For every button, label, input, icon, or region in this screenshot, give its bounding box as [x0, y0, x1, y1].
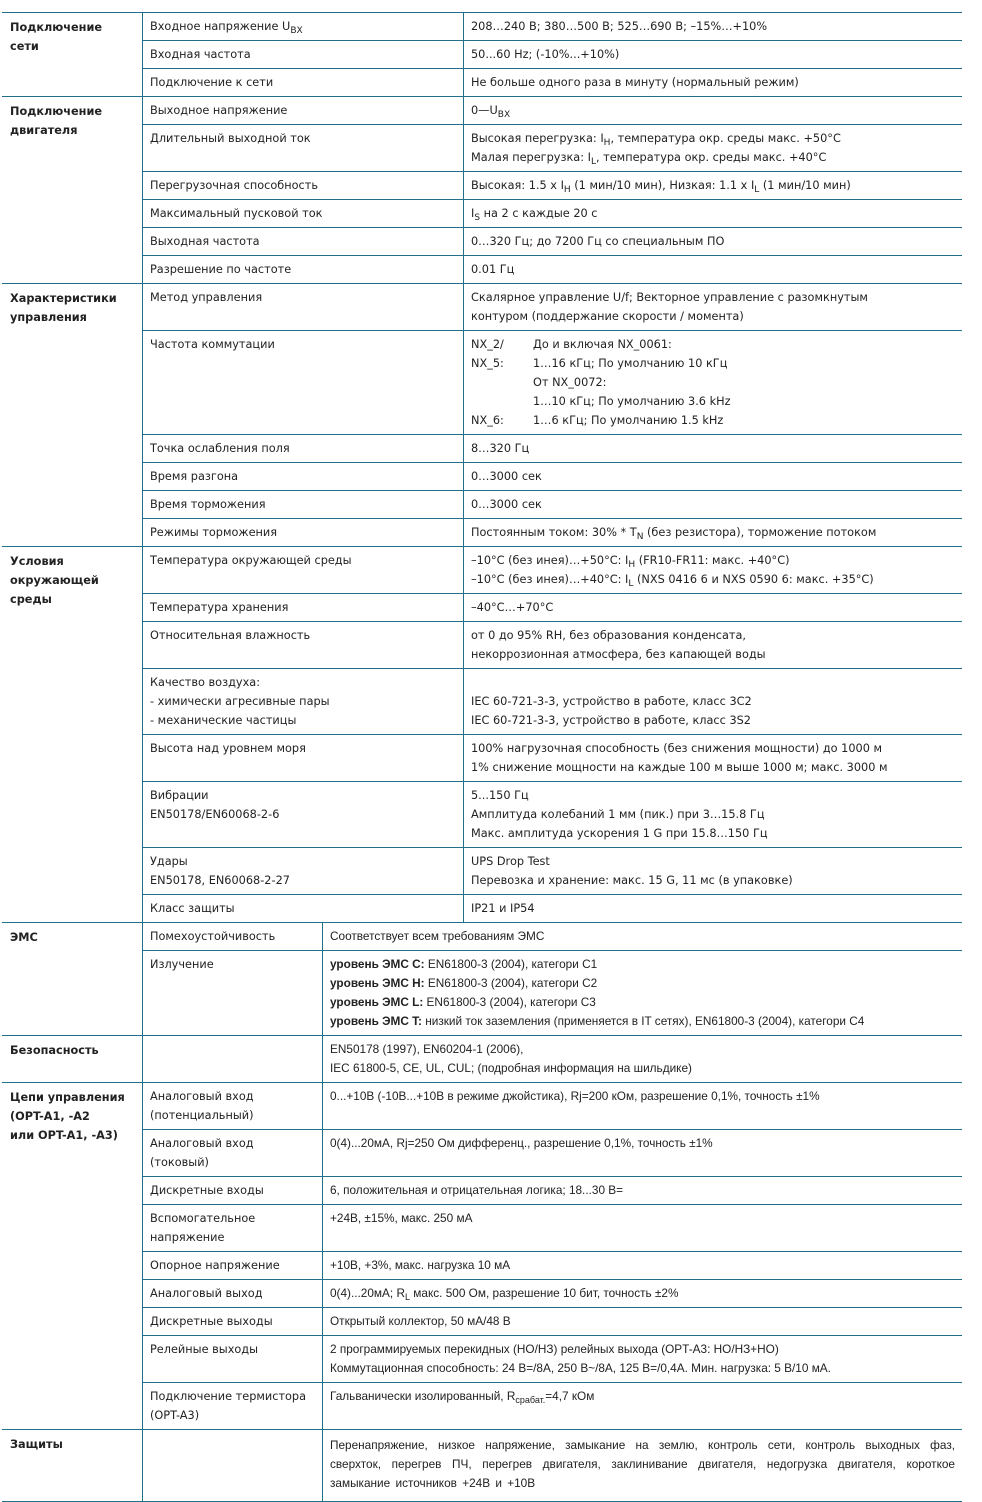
param-name: Помехоустойчивость	[143, 923, 323, 950]
group-title: Цепи управления (OPT-A1, -A2 или OPT-A1, -A3)	[10, 1091, 125, 1142]
param-name: Аналоговый выход	[143, 1280, 323, 1307]
table-row	[143, 434, 962, 462]
param-value: $0—U_{BX}$	[471, 104, 511, 120]
param-value: –10°C (без инея)…+50°C: $I_H$ (FR10-FR11: макс. +40°C) –10°C (без инея)…+40°C: $I_L$ (NXS 0416 6 и NXS 0590 6: макс. +35°C)	[471, 554, 874, 589]
param-value: 0.01 Гц	[471, 263, 515, 276]
param-name: Излучение	[143, 951, 323, 1035]
param-name: Входное напряжение $U_{BX}$	[143, 13, 464, 40]
group-title: Подключение сети	[10, 21, 103, 53]
param-value: 0...+10В (-10В...+10В в режиме джойстика), Rj=200 кОм, разрешение 0,1%, точность ±1%	[330, 1089, 820, 1103]
table-row	[143, 1036, 962, 1082]
param-name: Перегрузочная способность	[143, 172, 464, 199]
param-name: Качество воздуха: - химически агресивные пары - механические частицы	[143, 669, 464, 734]
table-row	[143, 894, 962, 922]
table-row	[143, 1204, 962, 1251]
param-value: 5...150 Гц Амплитуда колебаний 1 мм (пик.) при 3…15.8 Гц Макс. амплитуда ускорения 1 G при 15.8…150 Гц	[471, 789, 768, 840]
param-value: +24В, ±15%, макс. 250 мА	[330, 1211, 473, 1225]
param-name: Входная частота	[143, 41, 464, 68]
group-control-circuits	[2, 1082, 962, 1429]
table-row	[143, 593, 962, 621]
group-title: ЭМС	[10, 931, 38, 944]
param-name: Удары EN50178, EN60068-2-27	[143, 848, 464, 894]
group-safety	[2, 1035, 962, 1082]
param-name: Относительная влажность	[143, 622, 464, 668]
group-title: Подключение двигателя	[10, 105, 103, 137]
param-value: UPS Drop Test Перевозка и хранение: макс. 15 G, 11 мс (в упаковке)	[471, 855, 793, 887]
param-value: Высокая перегрузка: $I_H$, температура окр. среды макс. +50°C Малая перегрузка: $I_L$, температура окр. среды макс. +40°C	[471, 132, 841, 167]
group-emc	[2, 922, 962, 1035]
group-title: Безопасность	[10, 1044, 99, 1057]
param-value: 2 программируемых перекидных (НО/НЗ) релейных выхода (OPT-A3: НО/НЗ+НО) Коммутационная способность: 24 В=/8А, 250 В~/8А, 125 В=/0,4А. Мин. нагрузка: 5 В/10 мА.	[330, 1342, 831, 1375]
param-name: Опорное напряжение	[143, 1252, 323, 1279]
param-value: IP21 и IP54	[471, 902, 535, 915]
param-name: Режимы торможения	[143, 519, 464, 546]
param-value: Открытый коллектор, 50 мА/48 В	[330, 1314, 511, 1328]
table-row	[143, 1335, 962, 1382]
group-environment	[2, 546, 962, 922]
param-value: EN50178 (1997), EN60204-1 (2006), IEC 61800-5, CE, UL, CUL; (подробная информация на шильдике)	[330, 1042, 692, 1075]
param-value: IEC 60-721-3-3, устройство в работе, класс 3C2 IEC 60-721-3-3, устройство в работе, класс 3S2	[471, 695, 752, 727]
table-row	[143, 734, 962, 781]
table-row	[143, 227, 962, 255]
param-value: 0(4)...20мА, Rj=250 Ом дифференц., разрешение 0,1%, точность ±1%	[330, 1136, 713, 1150]
table-row	[143, 923, 962, 950]
param-name: Вспомогательное напряжение	[143, 1205, 323, 1251]
param-value: Перенапряжение, низкое напряжение, замыкание на землю, контроль сети, контроль выходных фаз, сверхток, перегрев ПЧ, перегрев двигателя, заклинивание двигателя, недогрузка двигателя, короткое замыкание источников +24В и +10В	[330, 1438, 955, 1490]
table-row	[143, 97, 962, 124]
table-row	[143, 547, 962, 593]
param-value: 8…320 Гц	[471, 442, 530, 455]
table-row	[143, 462, 962, 490]
table-row	[143, 781, 962, 847]
table-row	[143, 68, 962, 96]
param-name: Дискретные выходы	[143, 1308, 323, 1335]
param-name: Выходная частота	[143, 228, 464, 255]
param-name: Релейные выходы	[143, 1336, 323, 1382]
table-row	[143, 1430, 962, 1501]
param-name: Подключение к сети	[143, 69, 464, 96]
param-name	[143, 1036, 323, 1082]
param-name: Время разгона	[143, 463, 464, 490]
table-row	[143, 284, 962, 330]
table-row	[143, 1083, 962, 1129]
param-name: Высота над уровнем моря	[143, 735, 464, 781]
param-value: 0…320 Гц; до 7200 Гц со специальным ПО	[471, 235, 725, 248]
param-name: Метод управления	[143, 284, 464, 330]
table-row	[143, 1251, 962, 1279]
param-name: Дискретные входы	[143, 1177, 323, 1204]
param-name: Температура хранения	[143, 594, 464, 621]
table-row	[143, 950, 962, 1035]
group-title: Характеристики управления	[10, 292, 117, 324]
table-row	[143, 1176, 962, 1204]
group-protections	[2, 1429, 962, 1502]
table-row	[143, 518, 962, 546]
param-value: 100% нагрузочная способность (без снижения мощности) до 1000 м 1% снижение мощности на каждые 100 м выше 1000 м; макс. 3000 м	[471, 742, 888, 774]
param-name: Аналоговый вход (потенциальный)	[143, 1083, 323, 1129]
group-title: Защиты	[10, 1438, 63, 1451]
group-motor-connection	[2, 96, 962, 283]
param-value: 0…3000 сек	[471, 498, 542, 511]
param-name: Точка ослабления поля	[143, 435, 464, 462]
param-value: уровень ЭМС C: EN61800-3 (2004), категори C1 уровень ЭМС H: EN61800-3 (2004), категори C2 уровень ЭМС L: EN61800-3 (2004), категори C3 уровень ЭМС T: низкий ток заземления (применяется в IT сетях), EN61800-3 (2004), категори C4	[330, 957, 865, 1028]
table-row	[143, 124, 962, 171]
param-name: Максимальный пусковой ток	[143, 200, 464, 227]
param-value: Высокая: 1.5 x $I_H$ (1 мин/10 мин), Низкая: 1.1 x $I_L$ (1 мин/10 мин)	[471, 179, 851, 195]
param-value: 0(4)...20мА; $R_L$ макс. 500 Ом, разрешение 10 бит, точность ±2%	[330, 1286, 679, 1302]
param-value: $I_S$ на 2 с каждые 20 с	[471, 207, 598, 223]
param-value: 0…3000 сек	[471, 470, 542, 483]
param-value: 50...60 Hz; (-10%...+10%)	[471, 48, 620, 61]
param-name: Выходное напряжение	[143, 97, 464, 124]
param-value: Не больше одного раза в минуту (нормальный режим)	[471, 76, 799, 89]
param-value: Постоянным током: $30\% * T_N$ (без резистора), торможение потоком	[471, 526, 877, 542]
table-row	[143, 171, 962, 199]
param-name: Частота коммутации	[143, 331, 464, 434]
param-name: Класс защиты	[143, 895, 464, 922]
table-row	[143, 255, 962, 283]
table-row	[143, 490, 962, 518]
param-name	[143, 1430, 323, 1501]
spec-table	[2, 12, 962, 1502]
param-value: Гальванически изолированный, $R_{срабат.}=4,7$ кОм	[330, 1389, 595, 1405]
param-name: Температура окружающей среды	[143, 547, 464, 593]
param-name: Аналоговый вход (токовый)	[143, 1130, 323, 1176]
table-row	[143, 40, 962, 68]
param-name: Подключение термистора (OPT-A3)	[143, 1383, 323, 1429]
group-title: Условия окружающей среды	[10, 555, 99, 606]
table-row	[143, 1129, 962, 1176]
table-row	[143, 1279, 962, 1307]
table-row	[143, 847, 962, 894]
table-row	[143, 668, 962, 734]
table-row	[143, 621, 962, 668]
param-name: Разрешение по частоте	[143, 256, 464, 283]
param-value: +10В, +3%, макс. нагрузка 10 мА	[330, 1258, 511, 1272]
table-row	[143, 13, 962, 40]
param-name: Время торможения	[143, 491, 464, 518]
table-row	[143, 1307, 962, 1335]
param-name: Длительный выходной ток	[143, 125, 464, 171]
group-power-connection	[2, 12, 962, 96]
param-value: от 0 до 95% RH, без образования конденсата, некоррозионная атмосфера, без капающей воды	[471, 629, 766, 661]
param-value: 208…240 В; 380…500 В; 525…690 В; –15%…+10%	[471, 20, 768, 33]
table-row	[143, 199, 962, 227]
param-name: Вибрации EN50178/EN60068-2-6	[143, 782, 464, 847]
param-value: 6, положительная и отрицательная логика; 18...30 В=	[330, 1183, 624, 1197]
table-row	[143, 1382, 962, 1429]
param-value: Скалярное управление U/f; Векторное управление с разомкнутым контуром (поддержание скорости / момента)	[471, 291, 868, 323]
param-value: –40°C…+70°C	[471, 601, 554, 614]
param-value: NX_2/ До и включая NX_0061: NX_5: 1…16 кГц; По умолчанию 10 кГц От NX_0072: 1…10 кГц; По умолчанию 3.6 kHz NX_6: 1…6 кГц; По умолчанию 1.5 kHz	[471, 338, 731, 427]
group-control-characteristics	[2, 283, 962, 546]
param-value: Соответствует всем требованиям ЭМС	[330, 929, 545, 943]
table-row	[143, 330, 962, 434]
